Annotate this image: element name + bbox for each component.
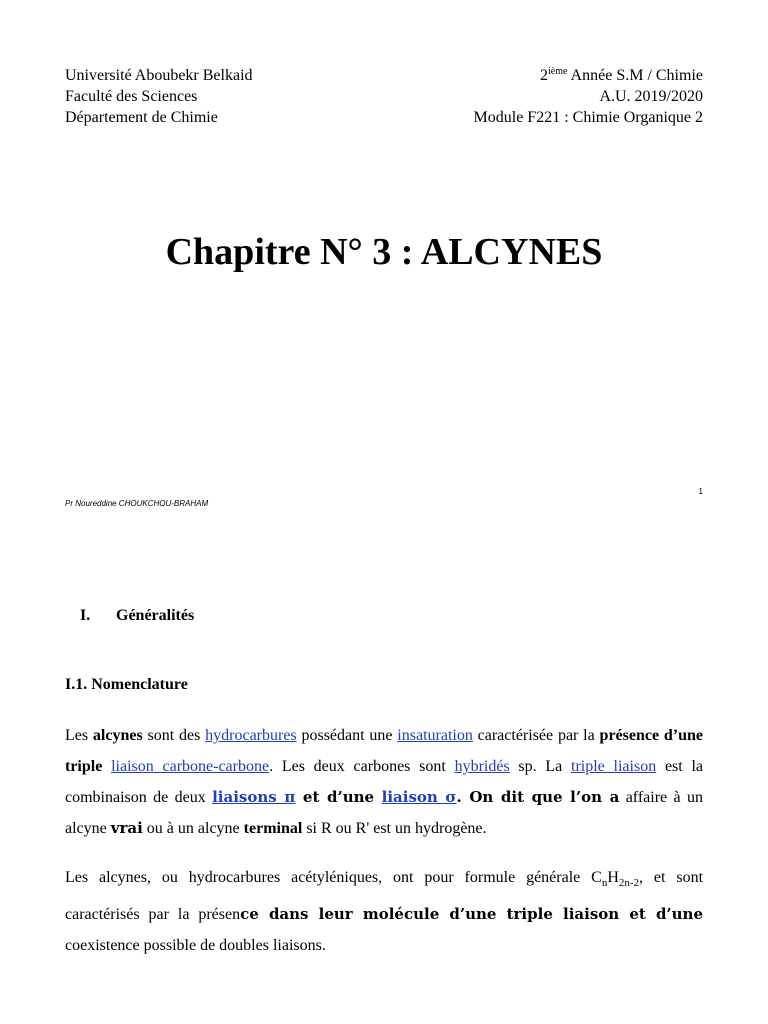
year-superscript: ième <box>548 66 568 77</box>
bold-text: et d’une <box>295 788 382 806</box>
faculty-name: Faculté des Sciences <box>65 88 198 105</box>
text: possédant une <box>296 727 398 744</box>
academic-year: A.U. 2019/2020 <box>599 88 703 105</box>
bold-text: ce dans leur molécule d’une triple liaison et d’une <box>240 905 704 924</box>
year-line <box>474 65 703 86</box>
text: affaire à un alcyne <box>65 789 703 837</box>
subscript: n <box>601 877 608 890</box>
text: est la combinaison de deux <box>65 758 704 806</box>
text: Les alcynes, ou hydrocarbures acétyléniques, ont pour formule générale C <box>65 869 602 886</box>
link-liaison-sigma[interactable]: liaison σ <box>381 788 457 806</box>
link-liaisons-pi[interactable]: liaisons π <box>212 788 296 806</box>
link-triple-liaison[interactable]: triple liaison <box>571 758 657 775</box>
text: Les <box>65 727 93 744</box>
institution-header <box>65 65 253 128</box>
bold-text: alcynes <box>92 727 143 744</box>
link-hydrocarbures[interactable]: hydrocarbures <box>205 727 297 744</box>
text: sp. La <box>509 758 572 775</box>
text: coexistence possible de doubles liaisons. <box>65 937 326 955</box>
text: sont des <box>142 727 206 744</box>
link-insaturation[interactable]: insaturation <box>397 727 473 744</box>
text: , et sont caractérisés par la présen <box>65 869 704 924</box>
department-name: Département de Chimie <box>65 109 218 126</box>
section-number: I. <box>80 607 91 624</box>
text: H <box>607 869 619 886</box>
link-liaison-carbone-carbone[interactable]: liaison carbone-carbone <box>111 758 270 775</box>
section-title: Généralités <box>116 607 195 624</box>
page-number: 1 <box>698 487 703 496</box>
bold-text: vrai <box>110 819 143 837</box>
paragraph-definition <box>65 720 703 844</box>
paragraph-formula <box>65 862 703 961</box>
module-name: Module F221 : Chimie Organique 2 <box>473 109 703 126</box>
bold-text: terminal <box>243 820 303 837</box>
text: ou à un alcyne <box>142 820 244 837</box>
author-name: Pr Noureddine CHOUKCHOU-BRAHAM <box>65 499 209 508</box>
course-header <box>474 65 703 128</box>
section-heading <box>80 607 194 625</box>
text: si R ou R' est un hydrogène. <box>302 820 487 837</box>
subsection-heading: I.1. Nomenclature <box>65 676 188 693</box>
text: . Les deux carbones sont <box>269 758 455 775</box>
chapter-title: Chapitre N° 3 : ALCYNES <box>165 231 603 273</box>
text: caractérisée par la <box>472 727 600 744</box>
bold-text: présence d’une triple <box>65 727 704 775</box>
subscript: 2n-2 <box>618 877 640 890</box>
bold-text: . On dit que l’on a <box>456 788 620 806</box>
link-hybrides[interactable]: hybridés <box>454 758 510 775</box>
year-number: 2 <box>540 67 548 84</box>
year-program: Année S.M / Chimie <box>567 67 703 84</box>
university-name: Université Aboubekr Belkaid <box>65 67 253 84</box>
